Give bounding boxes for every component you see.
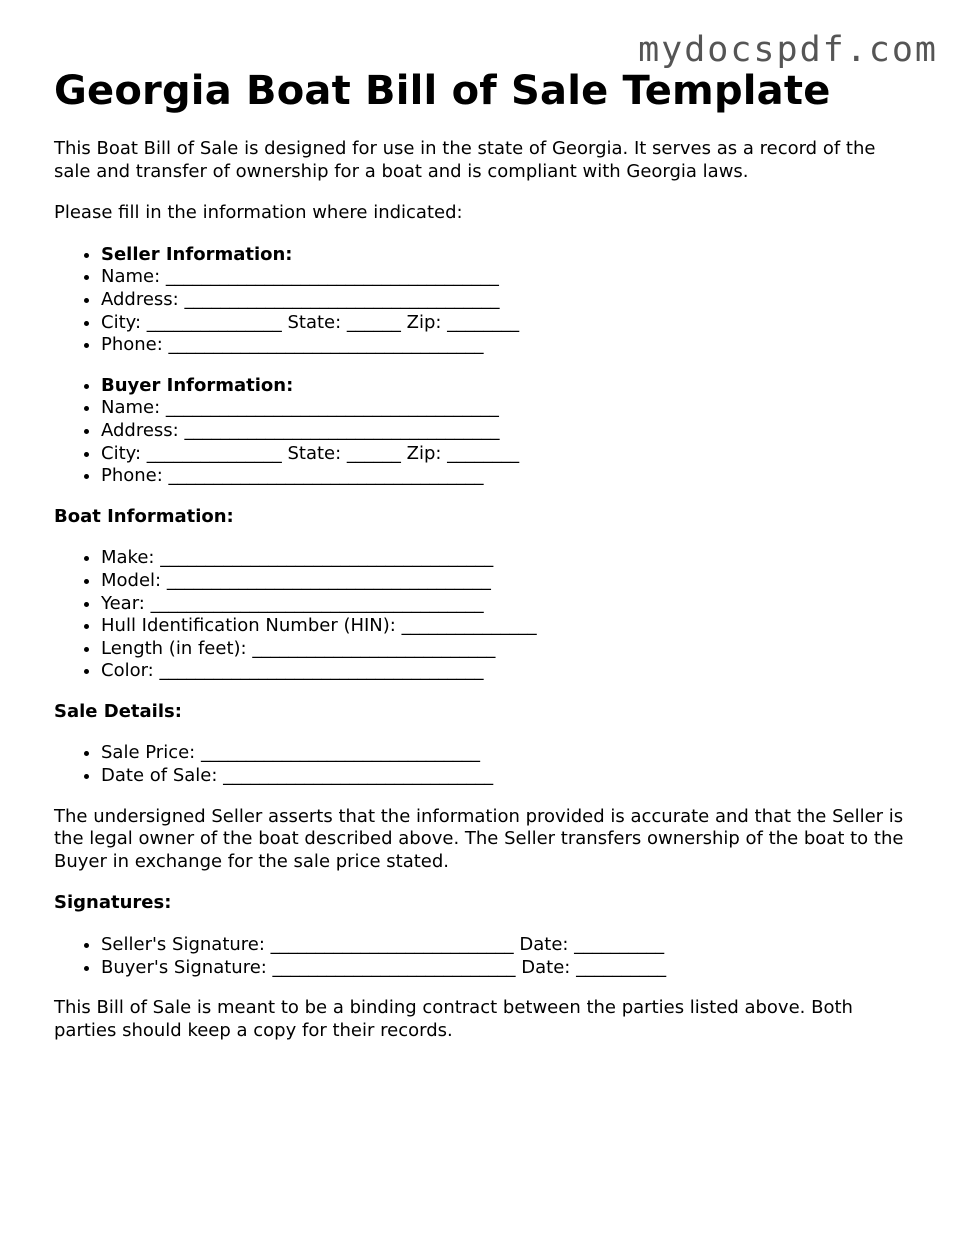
buyer-name-field[interactable]: • Name: _____________________________________ <box>101 397 904 420</box>
sale-details-list <box>54 742 904 787</box>
seller-city-state-zip-field[interactable]: • City: _______________ State: ______ Zip: ________ <box>101 312 904 335</box>
buyer-signature-field[interactable]: • Buyer's Signature: ___________________________ Date: __________ <box>101 957 904 980</box>
closing-paragraph: This Bill of Sale is meant to be a binding contract between the parties listed above. Both parties should keep a copy for their records. <box>54 997 853 1041</box>
boat-color-field[interactable]: • Color: ____________________________________ <box>101 660 904 683</box>
sale-date-field[interactable]: • Date of Sale: ______________________________ <box>101 765 904 788</box>
signatures-list <box>54 934 904 979</box>
sale-price-field[interactable]: • Sale Price: _______________________________ <box>101 742 904 765</box>
watermark: mydocspdf.com <box>638 30 938 70</box>
sale-details-heading: Sale Details: <box>54 700 182 722</box>
boat-info-list <box>54 547 904 683</box>
buyer-info-heading: • Buyer Information: <box>101 375 904 398</box>
seller-info-list <box>54 244 904 357</box>
signatures-heading: Signatures: <box>54 892 172 914</box>
seller-address-field[interactable]: • Address: ___________________________________ <box>101 289 904 312</box>
seller-signature-field[interactable]: • Seller's Signature: ___________________________ Date: __________ <box>101 934 904 957</box>
boat-model-field[interactable]: • Model: ____________________________________ <box>101 570 904 593</box>
boat-length-field[interactable]: • Length (in feet): ___________________________ <box>101 638 904 661</box>
page-title: Georgia Boat Bill of Sale Template <box>54 68 831 114</box>
boat-year-field[interactable]: • Year: _____________________________________ <box>101 593 904 616</box>
seller-info-heading: • Seller Information: <box>101 244 904 267</box>
instructions-paragraph: Please fill in the information where indicated: <box>54 202 463 224</box>
seller-name-field[interactable]: • Name: _____________________________________ <box>101 266 904 289</box>
buyer-phone-field[interactable]: • Phone: ___________________________________ <box>101 465 904 488</box>
buyer-address-field[interactable]: • Address: ___________________________________ <box>101 420 904 443</box>
intro-paragraph: This Boat Bill of Sale is designed for use in the state of Georgia. It serves as a record of the sale and transfer of ownership for a boat and is compliant with Georgia laws. <box>54 138 876 182</box>
assertion-paragraph: The undersigned Seller asserts that the information provided is accurate and that the Seller is the legal owner of the boat described above. The Seller transfers ownership of the boat to the Buyer in exchange for the sale price stated. <box>54 805 904 872</box>
seller-phone-field[interactable]: • Phone: ___________________________________ <box>101 334 904 357</box>
boat-info-heading: Boat Information: <box>54 505 234 527</box>
boat-make-field[interactable]: • Make: _____________________________________ <box>101 547 904 570</box>
buyer-info-list <box>54 375 904 488</box>
buyer-city-state-zip-field[interactable]: • City: _______________ State: ______ Zip: ________ <box>101 443 904 466</box>
document-page <box>54 68 904 1061</box>
boat-hin-field[interactable]: • Hull Identification Number (HIN): _______________ <box>101 615 904 638</box>
